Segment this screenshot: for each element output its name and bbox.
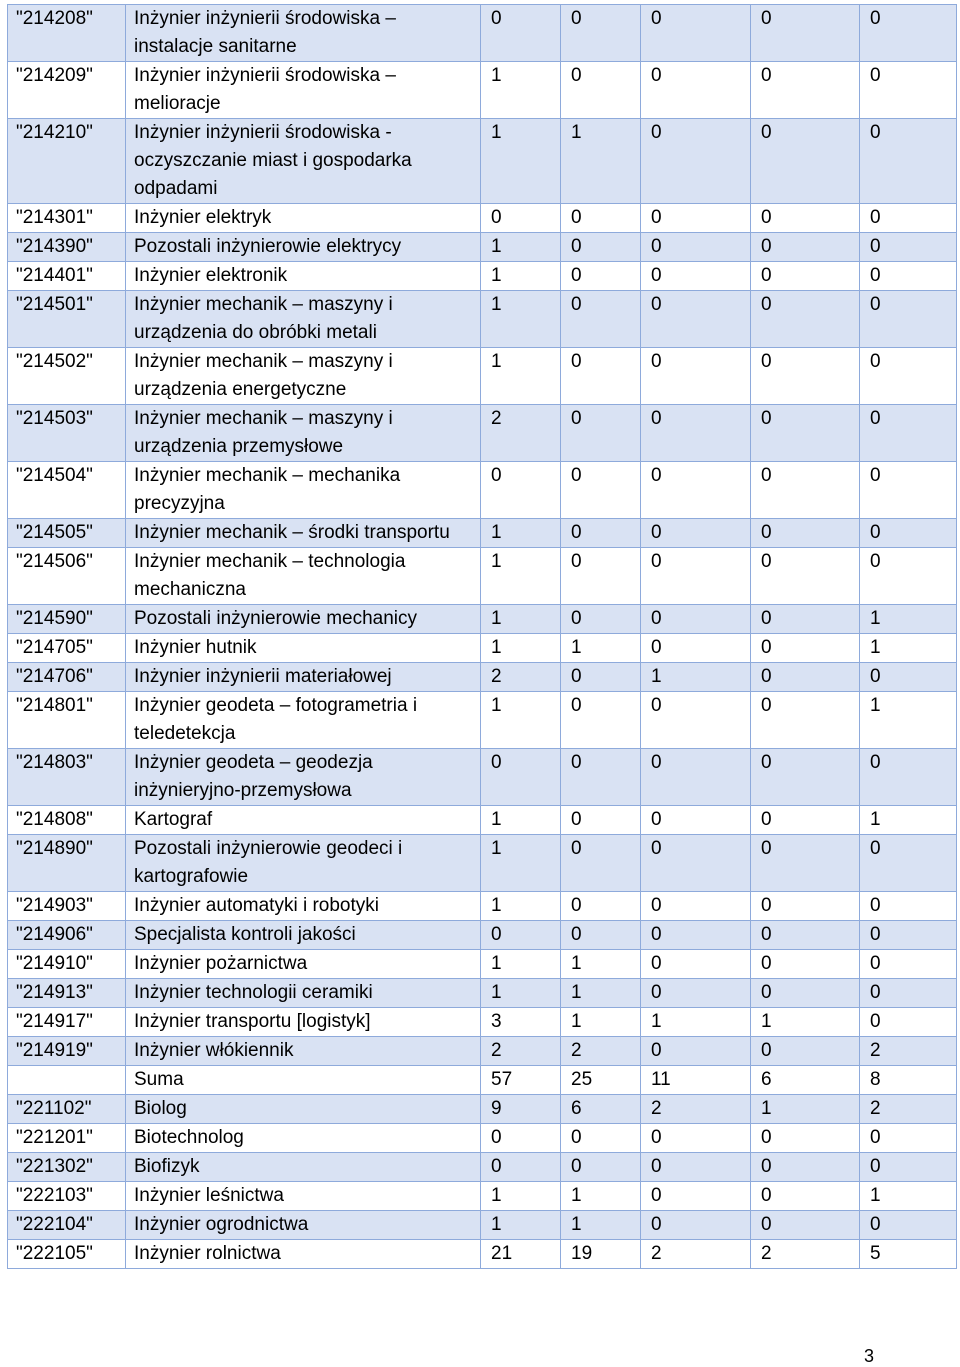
- value-cell-4: 0: [751, 462, 860, 519]
- occupation-name-cell: Inżynier ogrodnictwa: [126, 1211, 481, 1240]
- occupation-code-cell: [8, 1066, 126, 1095]
- occupation-code-cell: "214401": [8, 262, 126, 291]
- table-row: [8, 605, 957, 634]
- table-row: [8, 462, 957, 519]
- value-cell-4: 0: [751, 663, 860, 692]
- value-cell-2: 25: [561, 1066, 641, 1095]
- value-cell-3: 0: [641, 62, 751, 119]
- occupation-name-cell: Inżynier mechanik – maszyny i urządzenia do obróbki metali: [126, 291, 481, 348]
- table-row: [8, 1124, 957, 1153]
- occupation-name-cell: Inżynier rolnictwa: [126, 1240, 481, 1269]
- value-cell-1: 1: [481, 291, 561, 348]
- occupation-code-cell: "214919": [8, 1037, 126, 1066]
- value-cell-4: 1: [751, 1095, 860, 1124]
- value-cell-3: 0: [641, 806, 751, 835]
- value-cell-2: 0: [561, 1124, 641, 1153]
- value-cell-5: 5: [860, 1240, 957, 1269]
- value-cell-5: 0: [860, 262, 957, 291]
- value-cell-5: 0: [860, 1124, 957, 1153]
- value-cell-3: 1: [641, 663, 751, 692]
- occupation-code-cell: "214590": [8, 605, 126, 634]
- occupation-code-cell: "214503": [8, 405, 126, 462]
- value-cell-3: 0: [641, 950, 751, 979]
- occupation-name-cell: Biotechnolog: [126, 1124, 481, 1153]
- value-cell-2: 0: [561, 291, 641, 348]
- table-row: [8, 692, 957, 749]
- value-cell-5: 0: [860, 749, 957, 806]
- value-cell-5: 0: [860, 979, 957, 1008]
- occupation-name-cell: Inżynier geodeta – geodezja inżynieryjno-przemysłowa: [126, 749, 481, 806]
- occupation-name-cell: Inżynier pożarnictwa: [126, 950, 481, 979]
- value-cell-5: 1: [860, 605, 957, 634]
- value-cell-1: 2: [481, 405, 561, 462]
- occupation-name-cell: Inżynier inżynierii materiałowej: [126, 663, 481, 692]
- value-cell-2: 0: [561, 663, 641, 692]
- value-cell-5: 0: [860, 119, 957, 204]
- table-row: [8, 405, 957, 462]
- value-cell-4: 0: [751, 1037, 860, 1066]
- table-row: [8, 634, 957, 663]
- value-cell-4: 0: [751, 892, 860, 921]
- value-cell-5: 0: [860, 233, 957, 262]
- value-cell-1: 9: [481, 1095, 561, 1124]
- table-row: [8, 1153, 957, 1182]
- occupation-code-cell: "214505": [8, 519, 126, 548]
- occupation-code-cell: "222105": [8, 1240, 126, 1269]
- occupation-name-cell: Inżynier włókiennik: [126, 1037, 481, 1066]
- value-cell-1: 0: [481, 1153, 561, 1182]
- value-cell-3: 0: [641, 405, 751, 462]
- value-cell-5: 0: [860, 663, 957, 692]
- value-cell-4: 0: [751, 405, 860, 462]
- value-cell-1: 1: [481, 692, 561, 749]
- value-cell-1: 1: [481, 835, 561, 892]
- occupation-code-cell: "214210": [8, 119, 126, 204]
- occupation-name-cell: Inżynier leśnictwa: [126, 1182, 481, 1211]
- value-cell-4: 0: [751, 5, 860, 62]
- value-cell-2: 0: [561, 204, 641, 233]
- value-cell-2: 1: [561, 979, 641, 1008]
- value-cell-2: 0: [561, 921, 641, 950]
- value-cell-5: 0: [860, 950, 957, 979]
- value-cell-1: 21: [481, 1240, 561, 1269]
- value-cell-5: 0: [860, 519, 957, 548]
- value-cell-2: 0: [561, 62, 641, 119]
- occupation-code-cell: "214917": [8, 1008, 126, 1037]
- occupation-code-cell: "214501": [8, 291, 126, 348]
- table-row: [8, 663, 957, 692]
- value-cell-4: 0: [751, 519, 860, 548]
- table-row: [8, 1240, 957, 1269]
- occupation-code-cell: "214390": [8, 233, 126, 262]
- value-cell-1: 1: [481, 262, 561, 291]
- value-cell-1: 1: [481, 233, 561, 262]
- value-cell-4: 2: [751, 1240, 860, 1269]
- value-cell-5: 0: [860, 921, 957, 950]
- value-cell-4: 0: [751, 233, 860, 262]
- value-cell-1: 0: [481, 749, 561, 806]
- occupation-name-cell: Inżynier hutnik: [126, 634, 481, 663]
- value-cell-3: 2: [641, 1240, 751, 1269]
- value-cell-2: 0: [561, 348, 641, 405]
- value-cell-2: 0: [561, 233, 641, 262]
- table-row: [8, 1211, 957, 1240]
- occupation-code-cell: "214890": [8, 835, 126, 892]
- value-cell-1: 2: [481, 663, 561, 692]
- table-row: [8, 1066, 957, 1095]
- value-cell-2: 0: [561, 5, 641, 62]
- value-cell-3: 1: [641, 1008, 751, 1037]
- occupation-code-cell: "221302": [8, 1153, 126, 1182]
- value-cell-2: 0: [561, 892, 641, 921]
- value-cell-4: 0: [751, 921, 860, 950]
- value-cell-2: 0: [561, 749, 641, 806]
- value-cell-2: 1: [561, 1211, 641, 1240]
- occupation-code-cell: "214903": [8, 892, 126, 921]
- occupation-name-cell: Inżynier mechanik – maszyny i urządzenia energetyczne: [126, 348, 481, 405]
- occupation-name-cell: Inżynier mechanik – mechanika precyzyjna: [126, 462, 481, 519]
- table-row: [8, 204, 957, 233]
- table-row: [8, 921, 957, 950]
- occupation-code-cell: "214808": [8, 806, 126, 835]
- value-cell-3: 0: [641, 348, 751, 405]
- occupation-name-cell: Inżynier inżynierii środowiska – instalacje sanitarne: [126, 5, 481, 62]
- occupation-code-cell: "221102": [8, 1095, 126, 1124]
- value-cell-4: 0: [751, 1124, 860, 1153]
- value-cell-1: 2: [481, 1037, 561, 1066]
- occupation-code-cell: "214706": [8, 663, 126, 692]
- value-cell-4: 0: [751, 62, 860, 119]
- value-cell-3: 0: [641, 1153, 751, 1182]
- value-cell-2: 0: [561, 692, 641, 749]
- value-cell-1: 1: [481, 950, 561, 979]
- value-cell-2: 6: [561, 1095, 641, 1124]
- value-cell-3: 11: [641, 1066, 751, 1095]
- value-cell-5: 0: [860, 1153, 957, 1182]
- table-row: [8, 548, 957, 605]
- value-cell-2: 0: [561, 462, 641, 519]
- value-cell-1: 1: [481, 119, 561, 204]
- value-cell-4: 0: [751, 1211, 860, 1240]
- occupation-code-cell: "214504": [8, 462, 126, 519]
- occupation-table: [7, 4, 957, 1269]
- value-cell-4: 0: [751, 1153, 860, 1182]
- value-cell-2: 1: [561, 1008, 641, 1037]
- occupation-code-cell: "214301": [8, 204, 126, 233]
- occupation-name-cell: Specjalista kontroli jakości: [126, 921, 481, 950]
- value-cell-2: 0: [561, 1153, 641, 1182]
- value-cell-3: 0: [641, 462, 751, 519]
- value-cell-5: 0: [860, 348, 957, 405]
- occupation-name-cell: Inżynier inżynierii środowiska - oczyszczanie miast i gospodarka odpadami: [126, 119, 481, 204]
- table-row: [8, 519, 957, 548]
- value-cell-5: 1: [860, 634, 957, 663]
- value-cell-5: 0: [860, 204, 957, 233]
- value-cell-4: 0: [751, 634, 860, 663]
- value-cell-5: 0: [860, 1008, 957, 1037]
- occupation-code-cell: "214208": [8, 5, 126, 62]
- value-cell-5: 0: [860, 462, 957, 519]
- value-cell-1: 1: [481, 979, 561, 1008]
- occupation-name-cell: Biofizyk: [126, 1153, 481, 1182]
- occupation-name-cell: Kartograf: [126, 806, 481, 835]
- occupation-name-cell: Inżynier inżynierii środowiska – melioracje: [126, 62, 481, 119]
- occupation-code-cell: "214913": [8, 979, 126, 1008]
- value-cell-4: 6: [751, 1066, 860, 1095]
- value-cell-3: 0: [641, 835, 751, 892]
- value-cell-1: 1: [481, 634, 561, 663]
- value-cell-4: 0: [751, 806, 860, 835]
- value-cell-3: 0: [641, 548, 751, 605]
- value-cell-3: 0: [641, 1037, 751, 1066]
- value-cell-3: 0: [641, 233, 751, 262]
- value-cell-1: 0: [481, 1124, 561, 1153]
- table-row: [8, 291, 957, 348]
- occupation-code-cell: "214910": [8, 950, 126, 979]
- occupation-code-cell: "214801": [8, 692, 126, 749]
- occupation-code-cell: "222103": [8, 1182, 126, 1211]
- table-row: [8, 950, 957, 979]
- value-cell-5: 0: [860, 291, 957, 348]
- value-cell-3: 0: [641, 5, 751, 62]
- value-cell-4: 0: [751, 692, 860, 749]
- value-cell-3: 0: [641, 979, 751, 1008]
- occupation-name-cell: Inżynier automatyki i robotyki: [126, 892, 481, 921]
- value-cell-2: 0: [561, 806, 641, 835]
- value-cell-2: 2: [561, 1037, 641, 1066]
- value-cell-3: 0: [641, 119, 751, 204]
- table-row: [8, 1008, 957, 1037]
- occupation-name-cell: Inżynier mechanik – technologia mechaniczna: [126, 548, 481, 605]
- occupation-code-cell: "214803": [8, 749, 126, 806]
- value-cell-4: 1: [751, 1008, 860, 1037]
- value-cell-4: 0: [751, 204, 860, 233]
- value-cell-2: 0: [561, 519, 641, 548]
- value-cell-3: 0: [641, 204, 751, 233]
- value-cell-5: 1: [860, 692, 957, 749]
- value-cell-1: 1: [481, 519, 561, 548]
- value-cell-4: 0: [751, 979, 860, 1008]
- value-cell-1: 1: [481, 548, 561, 605]
- value-cell-5: 0: [860, 405, 957, 462]
- value-cell-2: 1: [561, 119, 641, 204]
- table-row: [8, 892, 957, 921]
- table-body: [8, 5, 957, 1269]
- value-cell-1: 0: [481, 921, 561, 950]
- occupation-name-cell: Pozostali inżynierowie mechanicy: [126, 605, 481, 634]
- occupation-name-cell: Inżynier mechanik – maszyny i urządzenia przemysłowe: [126, 405, 481, 462]
- value-cell-3: 0: [641, 605, 751, 634]
- value-cell-4: 0: [751, 605, 860, 634]
- occupation-code-cell: "214209": [8, 62, 126, 119]
- value-cell-5: 0: [860, 892, 957, 921]
- value-cell-3: 0: [641, 1182, 751, 1211]
- table-row: [8, 348, 957, 405]
- value-cell-4: 0: [751, 835, 860, 892]
- value-cell-5: 0: [860, 5, 957, 62]
- value-cell-4: 0: [751, 262, 860, 291]
- occupation-code-cell: "214502": [8, 348, 126, 405]
- value-cell-2: 0: [561, 548, 641, 605]
- table-row: [8, 119, 957, 204]
- value-cell-1: 1: [481, 1182, 561, 1211]
- value-cell-3: 2: [641, 1095, 751, 1124]
- value-cell-5: 0: [860, 548, 957, 605]
- value-cell-5: 2: [860, 1037, 957, 1066]
- occupation-name-cell: Pozostali inżynierowie geodeci i kartografowie: [126, 835, 481, 892]
- table-row: [8, 979, 957, 1008]
- value-cell-5: 2: [860, 1095, 957, 1124]
- table-row: [8, 5, 957, 62]
- value-cell-1: 3: [481, 1008, 561, 1037]
- value-cell-2: 0: [561, 262, 641, 291]
- table-row: [8, 806, 957, 835]
- value-cell-1: 0: [481, 5, 561, 62]
- value-cell-2: 0: [561, 405, 641, 462]
- value-cell-1: 1: [481, 605, 561, 634]
- value-cell-5: 8: [860, 1066, 957, 1095]
- value-cell-5: 1: [860, 806, 957, 835]
- table-row: [8, 262, 957, 291]
- occupation-name-cell: Biolog: [126, 1095, 481, 1124]
- value-cell-4: 0: [751, 119, 860, 204]
- value-cell-4: 0: [751, 348, 860, 405]
- value-cell-1: 1: [481, 892, 561, 921]
- value-cell-3: 0: [641, 291, 751, 348]
- value-cell-5: 0: [860, 1211, 957, 1240]
- occupation-name-cell: Inżynier elektryk: [126, 204, 481, 233]
- occupation-code-cell: "214506": [8, 548, 126, 605]
- value-cell-2: 1: [561, 950, 641, 979]
- value-cell-3: 0: [641, 262, 751, 291]
- value-cell-5: 0: [860, 835, 957, 892]
- value-cell-1: 57: [481, 1066, 561, 1095]
- table-row: [8, 835, 957, 892]
- value-cell-4: 0: [751, 291, 860, 348]
- value-cell-2: 0: [561, 605, 641, 634]
- value-cell-2: 19: [561, 1240, 641, 1269]
- occupation-name-cell: Suma: [126, 1066, 481, 1095]
- value-cell-5: 0: [860, 62, 957, 119]
- value-cell-2: 1: [561, 1182, 641, 1211]
- value-cell-3: 0: [641, 519, 751, 548]
- value-cell-1: 0: [481, 204, 561, 233]
- value-cell-4: 0: [751, 950, 860, 979]
- value-cell-5: 1: [860, 1182, 957, 1211]
- table-row: [8, 1095, 957, 1124]
- table-row: [8, 1037, 957, 1066]
- occupation-name-cell: Inżynier transportu [logistyk]: [126, 1008, 481, 1037]
- value-cell-1: 1: [481, 1211, 561, 1240]
- value-cell-3: 0: [641, 921, 751, 950]
- value-cell-3: 0: [641, 1211, 751, 1240]
- occupation-code-cell: "222104": [8, 1211, 126, 1240]
- occupation-name-cell: Inżynier technologii ceramiki: [126, 979, 481, 1008]
- value-cell-4: 0: [751, 749, 860, 806]
- value-cell-3: 0: [641, 892, 751, 921]
- value-cell-1: 1: [481, 62, 561, 119]
- value-cell-3: 0: [641, 1124, 751, 1153]
- table-row: [8, 62, 957, 119]
- occupation-name-cell: Inżynier elektronik: [126, 262, 481, 291]
- occupation-name-cell: Inżynier geodeta – fotogrametria i teledetekcja: [126, 692, 481, 749]
- value-cell-1: 1: [481, 348, 561, 405]
- value-cell-3: 0: [641, 634, 751, 663]
- value-cell-2: 0: [561, 835, 641, 892]
- value-cell-2: 1: [561, 634, 641, 663]
- value-cell-3: 0: [641, 749, 751, 806]
- occupation-code-cell: "221201": [8, 1124, 126, 1153]
- table-row: [8, 1182, 957, 1211]
- value-cell-3: 0: [641, 692, 751, 749]
- table-row: [8, 749, 957, 806]
- occupation-code-cell: "214705": [8, 634, 126, 663]
- value-cell-4: 0: [751, 1182, 860, 1211]
- occupation-name-cell: Inżynier mechanik – środki transportu: [126, 519, 481, 548]
- value-cell-1: 0: [481, 462, 561, 519]
- page-number: 3: [864, 1346, 875, 1366]
- table-row: [8, 233, 957, 262]
- occupation-code-cell: "214906": [8, 921, 126, 950]
- value-cell-1: 1: [481, 806, 561, 835]
- occupation-name-cell: Pozostali inżynierowie elektrycy: [126, 233, 481, 262]
- value-cell-4: 0: [751, 548, 860, 605]
